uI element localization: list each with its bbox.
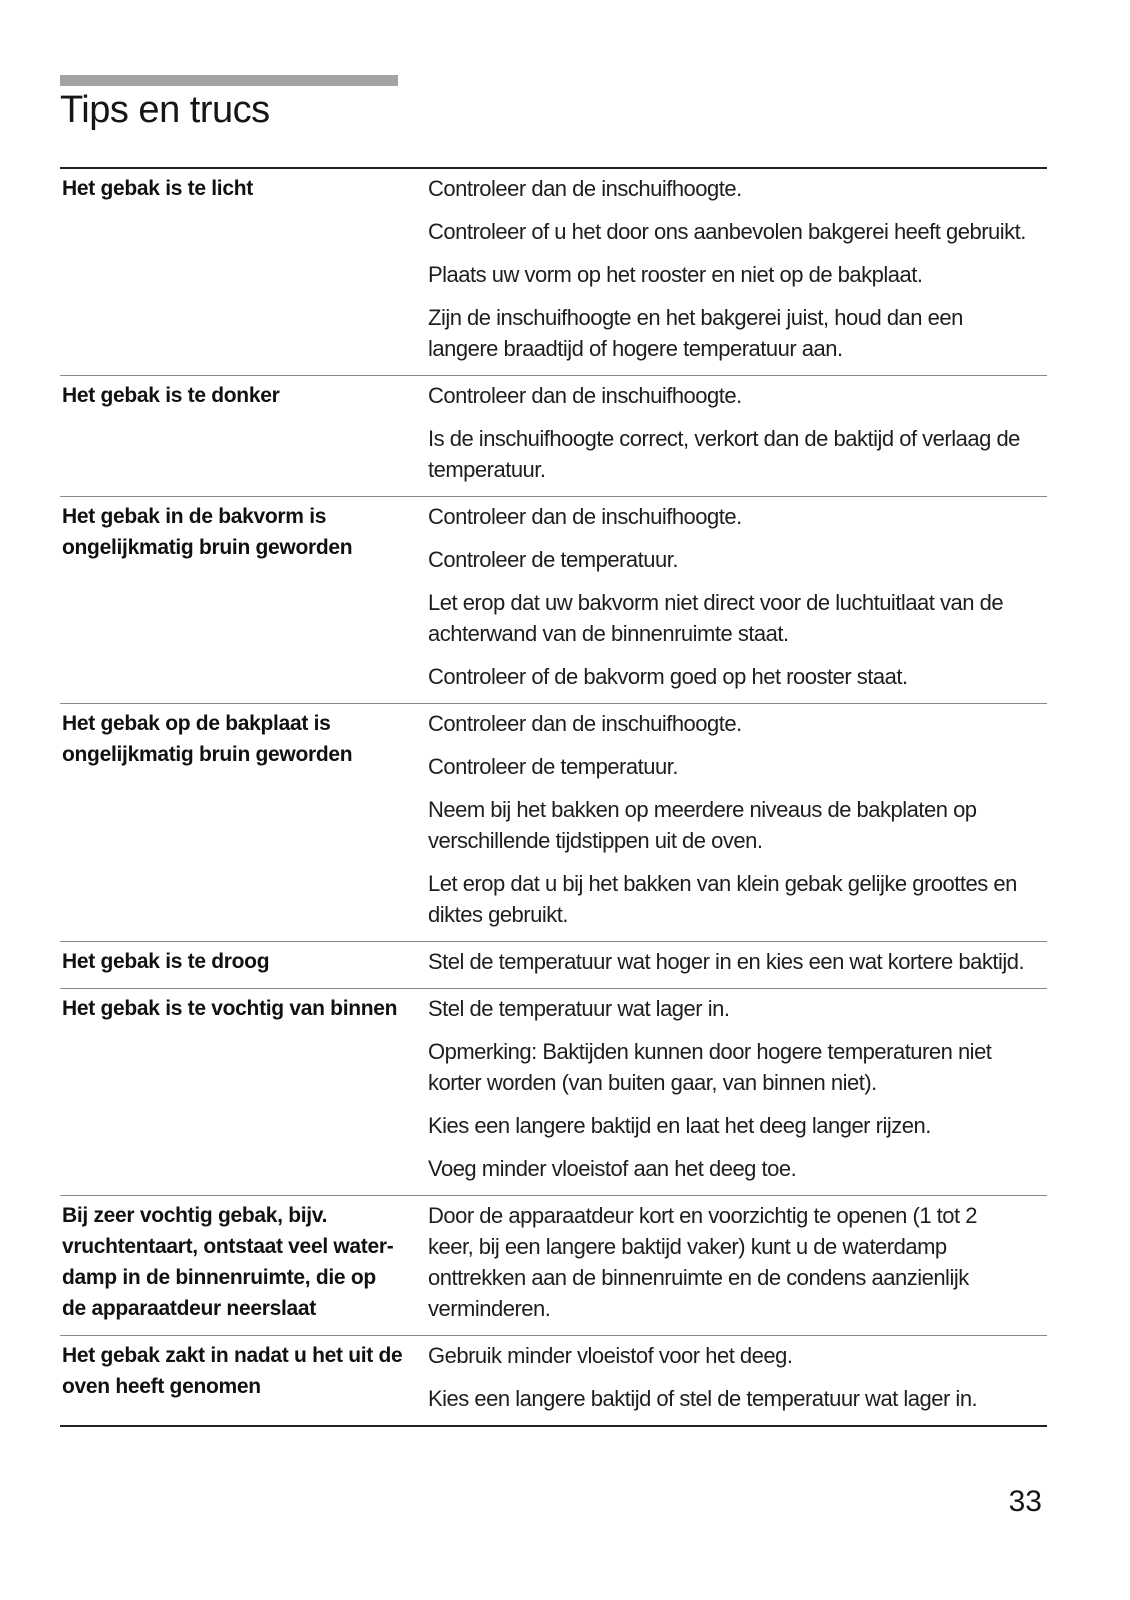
solution-text: Controleer de temperatuur. <box>428 754 678 779</box>
problem-text: Bij zeer vochtig gebak, bijv. vruchtentaart, ontstaat veel water- damp in de binnenruimte, die op de apparaatdeur neerslaat <box>62 1204 394 1320</box>
solution-list <box>428 993 1047 1184</box>
solution-list <box>428 380 1047 485</box>
solution-text: Let erop dat u bij het bakken van klein gebak gelijke groottes en diktes gebruikt. <box>428 871 1017 927</box>
solution-text: Neem bij het bakken op meerdere niveaus de bakplaten op verschillende tijdstippen uit de oven. <box>428 797 977 853</box>
problem-text: Het gebak is te droog <box>62 950 270 973</box>
solution-text: Controleer de temperatuur. <box>428 547 678 572</box>
solution-list <box>428 501 1047 692</box>
solution-text: Plaats uw vorm op het rooster en niet op de bakplaat. <box>428 262 923 287</box>
tips-table <box>60 167 1047 1427</box>
solution-text: Controleer dan de inschuifhoogte. <box>428 711 742 736</box>
problem-text: Het gebak in de bakvorm is ongelijkmatig bruin geworden <box>62 505 353 559</box>
solution-list <box>428 1340 1047 1414</box>
solution-text: Voeg minder vloeistof aan het deeg toe. <box>428 1156 797 1181</box>
problem-text: Het gebak is te donker <box>62 384 280 407</box>
page-title: Tips en trucs <box>60 89 270 131</box>
solution-list <box>428 708 1047 930</box>
solution-list <box>428 173 1047 364</box>
solution-list <box>428 946 1047 977</box>
solution-text: Controleer of u het door ons aanbevolen bakgerei heeft gebruikt. <box>428 219 1026 244</box>
tip-row <box>60 941 1047 988</box>
problem-text: Het gebak is te vochtig van binnen <box>62 997 398 1020</box>
solution-text: Controleer of de bakvorm goed op het rooster staat. <box>428 664 908 689</box>
problem-text: Het gebak op de bakplaat is ongelijkmatig bruin geworden <box>62 712 353 766</box>
problem-text: Het gebak is te licht <box>62 177 253 200</box>
tip-row <box>60 169 1047 375</box>
solution-text: Door de apparaatdeur kort en voorzichtig te openen (1 tot 2 keer, bij een langere baktijd vaker) kunt u de waterdamp onttrekken aan de binnenruimte en de condens aanzienlijk verminderen. <box>428 1203 977 1321</box>
tip-row <box>60 496 1047 703</box>
tip-row <box>60 988 1047 1195</box>
problem-text: Het gebak zakt in nadat u het uit de oven heeft genomen <box>62 1344 403 1398</box>
tip-row <box>60 703 1047 941</box>
solution-text: Controleer dan de inschuifhoogte. <box>428 176 742 201</box>
page-number: 33 <box>1008 1485 1042 1518</box>
tip-row <box>60 1195 1047 1335</box>
solution-text: Opmerking: Baktijden kunnen door hogere temperaturen niet korter worden (van buiten gaar, van binnen niet). <box>428 1039 992 1095</box>
solution-list <box>428 1200 1047 1324</box>
solution-text: Let erop dat uw bakvorm niet direct voor de luchtuitlaat van de achterwand van de binnenruimte staat. <box>428 590 1004 646</box>
tip-row <box>60 1335 1047 1425</box>
solution-text: Kies een langere baktijd en laat het deeg langer rijzen. <box>428 1113 931 1138</box>
solution-text: Stel de temperatuur wat lager in. <box>428 996 730 1021</box>
solution-text: Kies een langere baktijd of stel de temperatuur wat lager in. <box>428 1386 978 1411</box>
solution-text: Zijn de inschuifhoogte en het bakgerei juist, houd dan een langere braadtijd of hogere temperatuur aan. <box>428 305 963 361</box>
tip-row <box>60 375 1047 496</box>
solution-text: Is de inschuifhoogte correct, verkort dan de baktijd of verlaag de temperatuur. <box>428 426 1020 482</box>
solution-text: Gebruik minder vloeistof voor het deeg. <box>428 1343 793 1368</box>
solution-text: Stel de temperatuur wat hoger in en kies een wat kortere baktijd. <box>428 949 1025 974</box>
solution-text: Controleer dan de inschuifhoogte. <box>428 504 742 529</box>
section-title-bar <box>60 75 398 86</box>
solution-text: Controleer dan de inschuifhoogte. <box>428 383 742 408</box>
